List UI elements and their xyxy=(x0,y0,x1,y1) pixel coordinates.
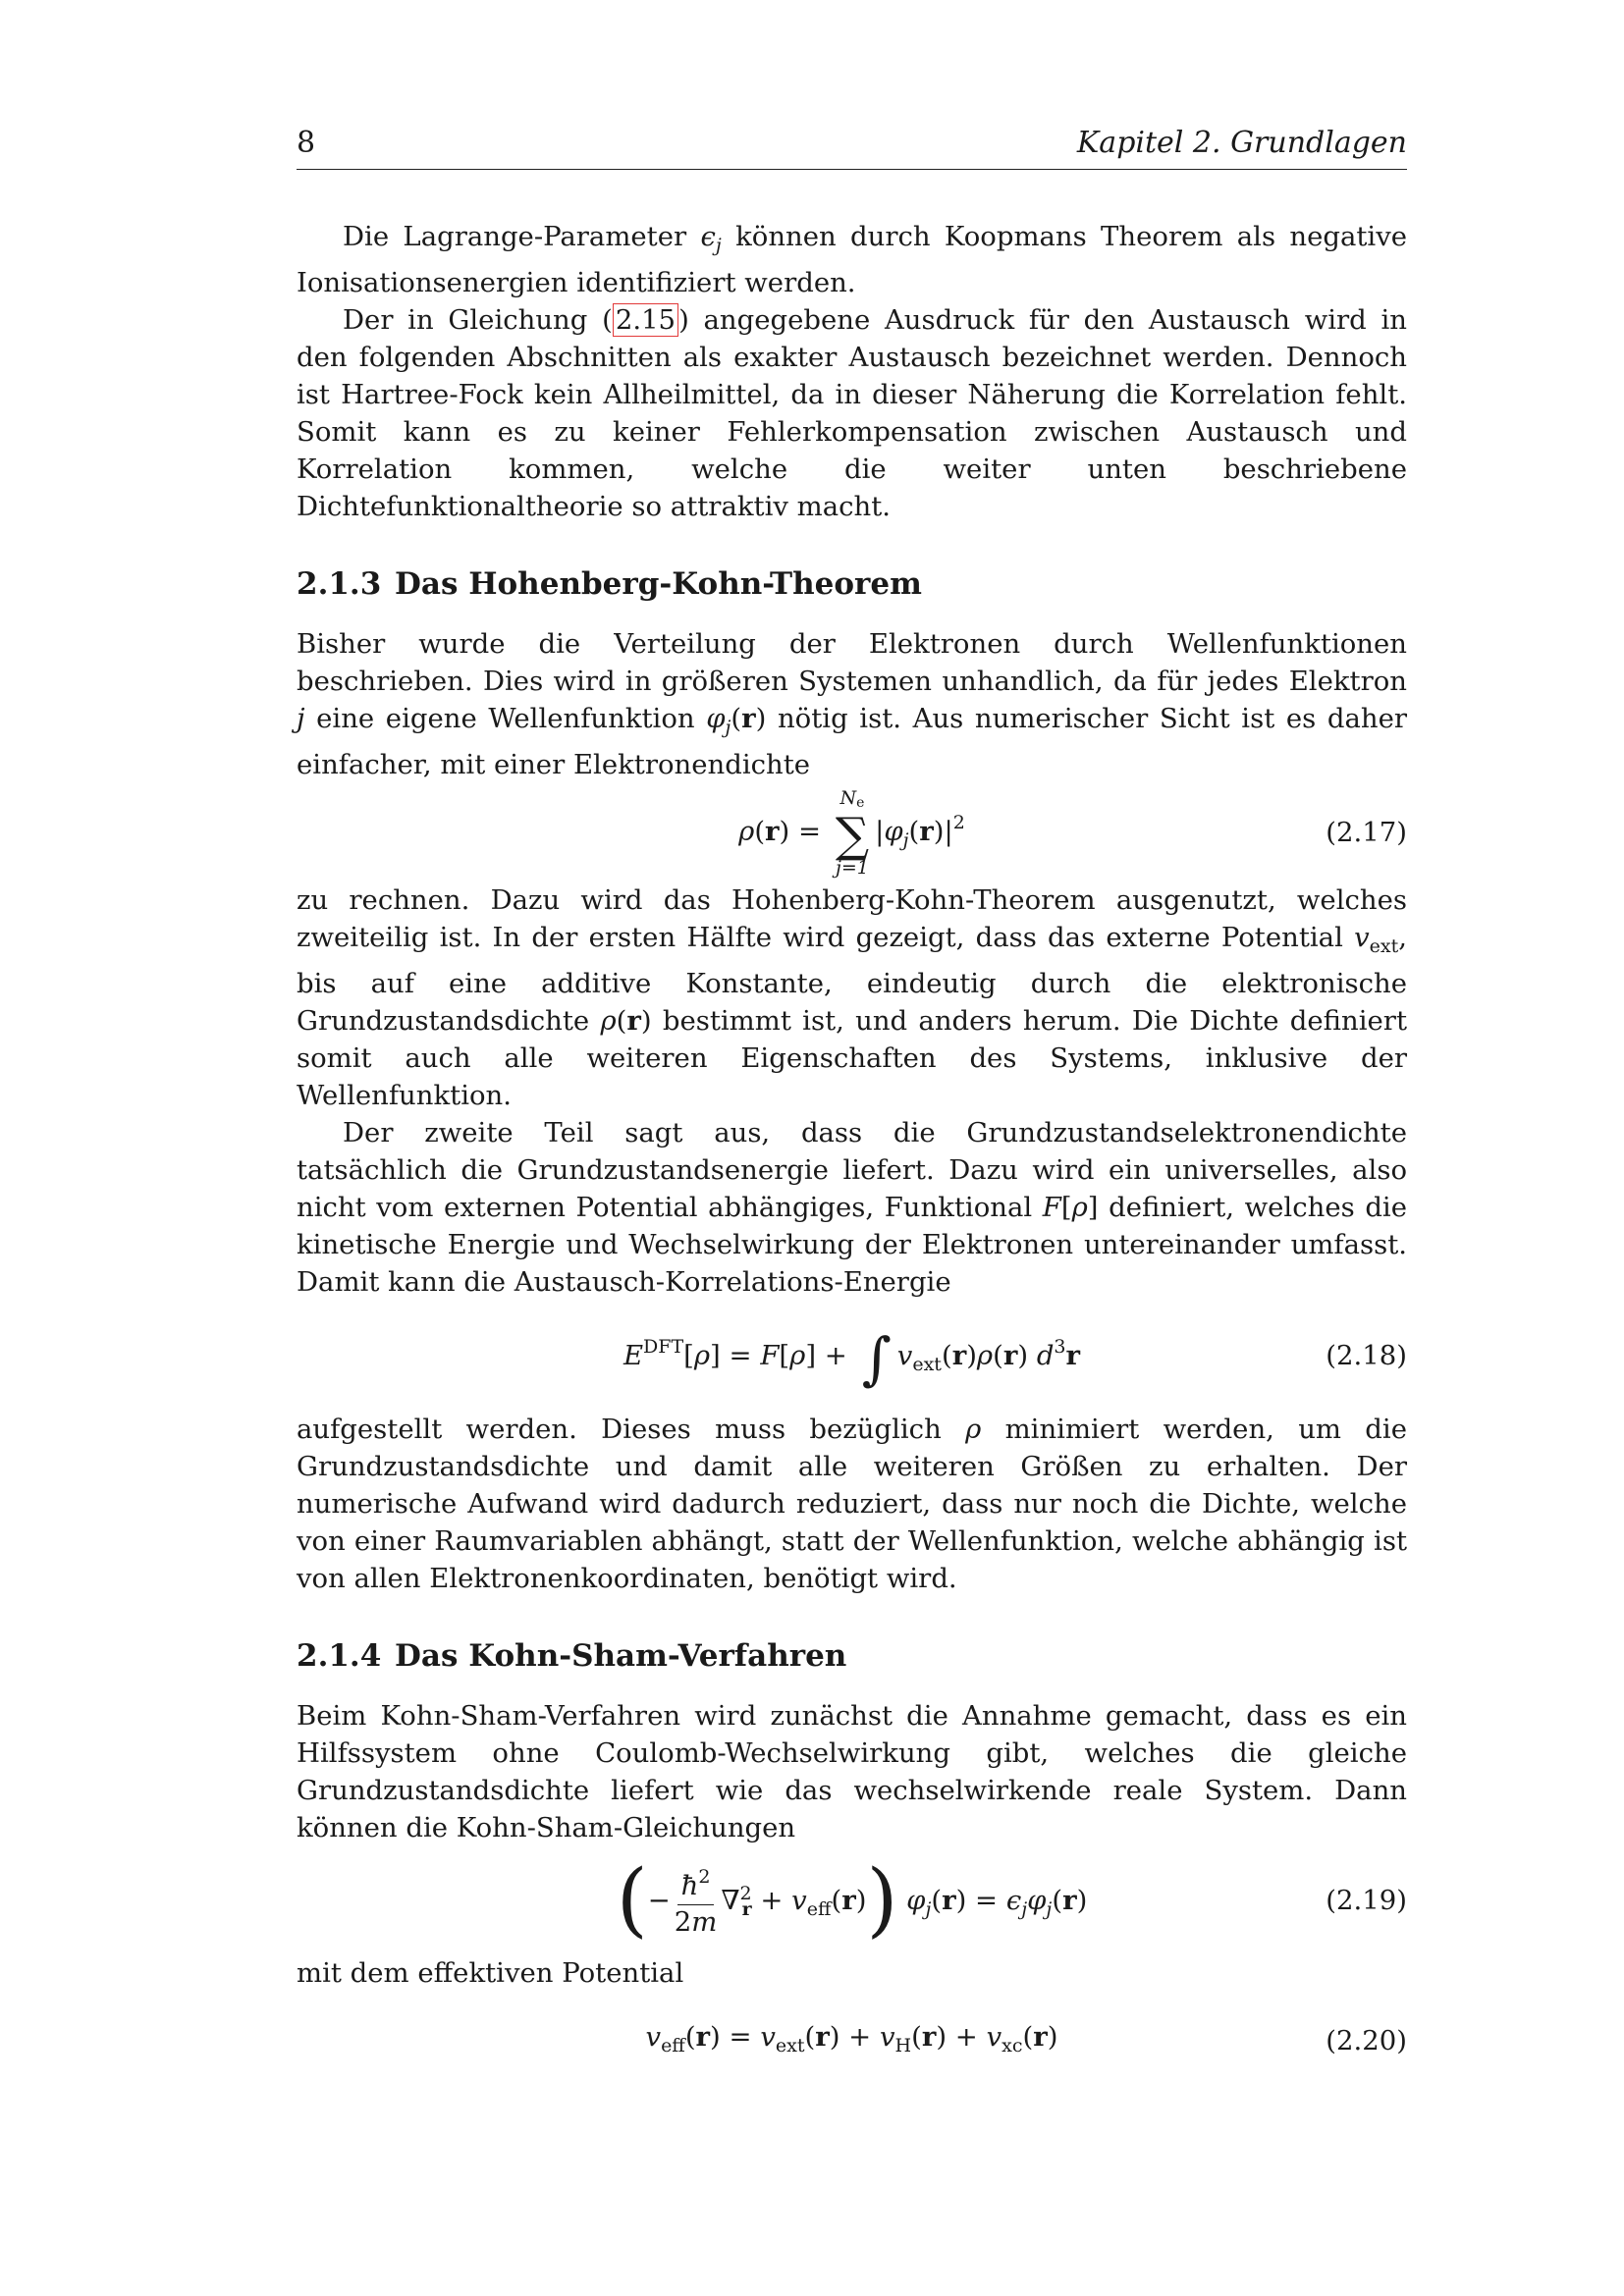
math-wavefunction: $\varphi_j(r)$ xyxy=(706,703,767,738)
paragraph-kohn-sham: Beim Kohn-Sham-Verfahren wird zunächst die Annahme gemacht, dass es ein Hilfssystem ohne Coulomb-Wechselwirkung gibt, welches die gleiche Grundzustandsdichte liefert wie das wechselwirkende reale System. Dann können die Kohn-Sham-Gleichungen xyxy=(297,1700,1407,1843)
equation-number: (2.17) xyxy=(1326,817,1407,848)
section-title: Das Hohenberg-Kohn-Theorem xyxy=(395,566,922,602)
section-number: 2.1.3 xyxy=(297,566,382,602)
equation-body: $E^{DFT}[\rho] = F[\rho]$ + ∫ $v_{ext}(r)\rho(r)$ $d^3r$ xyxy=(623,1325,1081,1392)
paragraph-exact-exchange: Der in Gleichung ( 2.15 ) angegebene Ausdruck für den Austausch wird in den folgenden Abschnitten als exakter Austausch bezeichnet werden. Dennoch ist Hartree-Fock kein Allheilmittel, da in dieser Näherung die Korrelation fehlt. Somit kann es zu keiner Fehlerkompensation zwischen Austausch und Korrelation kommen, welche die weiter unten beschriebene Dichtefunktionaltheorie so attraktiv macht. xyxy=(297,304,1408,522)
equation-number: (2.18) xyxy=(1326,1340,1407,1371)
summation-symbol: $N_e$ ∑ j=1 xyxy=(835,786,870,879)
paragraph-lagrange: Die Lagrange-Parameter $\epsilon_j$ können durch Koopmans Theorem als negative Ionisationsenergien identifiziert werden. xyxy=(297,221,1408,298)
paragraph-minimization: aufgestellt werden. Dieses muss bezüglich ρ minimiert werden, um die Grundzustandsdichte und damit alle weiteren Größen zu erhalten. Der numerische Aufwand wird dadurch reduziert, dass nur noch die Dichte, welche von einer Raumvariablen abhängt, statt der Wellenfunktion, welche abhängig ist von allen Elektronenkoordinaten, benötigt wird. xyxy=(297,1414,1407,1594)
running-head: Kapitel 2. Grundlagen xyxy=(1076,126,1407,160)
equation-2-20 xyxy=(297,1992,1407,2090)
page-number: 8 xyxy=(297,126,316,160)
section-title: Das Kohn-Sham-Verfahren xyxy=(395,1638,847,1674)
paragraph-second-theorem: Der zweite Teil sagt aus, dass die Grundzustandselektronendichte tatsächlich die Grundzustandsenergie liefert. Dazu wird ein universelles, also nicht vom externen Potential abhängiges, Funktional F[ρ] definiert, welches die kinetische Energie und Wechselwirkung der Elektronen untereinander umfasst. Damit kann die Austausch-Korrelations-Energie xyxy=(297,1117,1407,1298)
paragraph-electron-density: Bisher wurde die Verteilung der Elektronen durch Wellenfunktionen beschrieben. Dies wird in größeren Systemen unhandlich, da für jedes Elektron j eine eigene Wellenfunktion $\varphi_j(r)$ nötig ist. Aus numerischer Sicht ist es daher einfacher, mit einer Elektronendichte xyxy=(297,628,1407,780)
equation-2-18 xyxy=(297,1301,1407,1411)
equation-2-19 xyxy=(297,1846,1407,1954)
section-heading-2-1-4 xyxy=(297,1636,1407,1676)
equation-number: (2.19) xyxy=(1326,1885,1407,1916)
paragraph-effective-potential: mit dem effektiven Potential xyxy=(297,1957,684,1989)
fraction: $\frac{ħ^2}{2m}$ xyxy=(674,1866,718,1938)
equation-number: (2.20) xyxy=(1326,2025,1407,2056)
equation-body: ρ(r) = $N_e$ ∑ j=1 $|\varphi_j(r)|^2$ xyxy=(738,786,965,879)
page-body xyxy=(297,218,1407,2090)
section-heading-2-1-3 xyxy=(297,564,1407,604)
equation-2-17 xyxy=(297,783,1407,881)
paragraph-hohenberg-kohn: zu rechnen. Dazu wird das Hohenberg-Kohn-Theorem ausgenutzt, welches zweiteilig ist. In der ersten Hälfte wird gezeigt, dass das externe Potential $v_{ext}$, bis auf eine additive Konstante, eindeutig durch die elektronische Grundzustandsdichte ρ(r) bestimmt ist, und anders herum. Die Dichte definiert somit auch alle weiteren Eigenschaften des Systems, inklusive der Wellenfunktion. xyxy=(297,884,1408,1111)
equation-body: (− $\frac{ħ^2}{2m}$ $\nabla^2_r + v_{eff}(r)$) $\varphi_j(r) = \epsilon_j\varphi_j(r)$ xyxy=(616,1853,1088,1947)
section-number: 2.1.4 xyxy=(297,1638,382,1674)
equation-body: $v_{eff}(r) = v_{ext}(r) + v_H(r) + v_{xc}(r)$ xyxy=(645,2020,1058,2056)
math-epsilon-j: $\epsilon_j$ xyxy=(700,221,722,256)
equation-reference-link[interactable]: 2.15 xyxy=(613,303,678,337)
page-header xyxy=(297,124,1407,170)
